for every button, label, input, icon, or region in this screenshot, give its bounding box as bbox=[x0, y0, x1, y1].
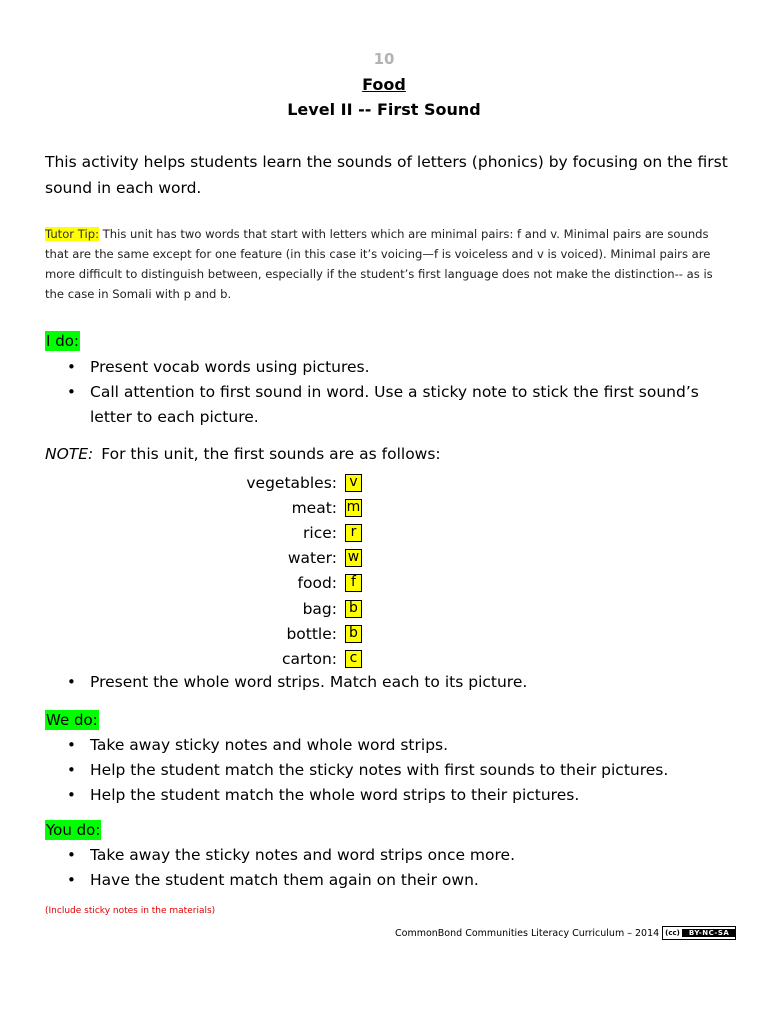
sound-word: bag: bbox=[302, 599, 337, 618]
sound-word: food: bbox=[297, 574, 337, 593]
sound-letter: r bbox=[345, 524, 362, 542]
list-item: • Present vocab words using pictures. bbox=[45, 355, 735, 380]
sound-row bbox=[200, 596, 370, 621]
sound-row bbox=[200, 520, 370, 545]
list-item: • Call attention to first sound in word. Use a sticky note to stick the first sound’s letter to each picture. bbox=[45, 380, 735, 430]
sound-row bbox=[200, 470, 370, 495]
page-title: Food bbox=[362, 75, 406, 94]
note-text: For this unit, the first sounds are as follows: bbox=[101, 445, 441, 463]
sound-letter: v bbox=[345, 474, 362, 492]
list-item: • Help the student match the sticky notes with first sounds to their pictures. bbox=[45, 758, 668, 783]
page-number: 10 bbox=[373, 50, 395, 68]
you-do-list bbox=[45, 843, 515, 893]
sound-word: bottle: bbox=[286, 624, 337, 643]
sound-row bbox=[200, 571, 370, 596]
tutor-tip-text: This unit has two words that start with letters which are minimal pairs: f and v. Minimal pairs are sounds that are the same except for one feature (in this case it’s voicing—f is voiceless and v is voiced). Minimal pairs are more difficult to distinguish between, especially if the student’s first language does not make the distinction-- as is the case in Somali with p and b. bbox=[45, 227, 713, 301]
sound-row bbox=[200, 646, 370, 671]
include-note: (Include sticky notes in the materials) bbox=[45, 906, 216, 916]
cc-label: (cc) bbox=[663, 929, 683, 937]
sound-letter: c bbox=[345, 650, 362, 668]
we-do-list bbox=[45, 733, 668, 808]
footer bbox=[395, 926, 736, 940]
sound-word: vegetables: bbox=[246, 473, 337, 492]
sound-row bbox=[200, 621, 370, 646]
i-do-heading: I do: bbox=[46, 332, 79, 350]
sound-letter: f bbox=[345, 574, 362, 592]
list-item: • Take away sticky notes and whole word strips. bbox=[45, 733, 668, 758]
sound-word: meat: bbox=[291, 498, 337, 517]
i-do-list bbox=[45, 355, 735, 430]
tutor-tip-label: Tutor Tip: bbox=[45, 227, 99, 241]
tutor-tip bbox=[45, 224, 735, 304]
sound-letter: b bbox=[345, 600, 362, 618]
list-item: • Help the student match the whole word strips to their pictures. bbox=[45, 783, 668, 808]
sound-word: carton: bbox=[282, 649, 337, 668]
footer-text: CommonBond Communities Literacy Curriculum – 2014 bbox=[395, 927, 660, 939]
sound-word: rice: bbox=[303, 523, 337, 542]
list-item: • Take away the sticky notes and word strips once more. bbox=[45, 843, 515, 868]
sound-row bbox=[200, 546, 370, 571]
sound-letter: w bbox=[345, 549, 362, 567]
intro-paragraph: This activity helps students learn the sounds of letters (phonics) by focusing on the first sound in each word. bbox=[45, 153, 728, 197]
list-item: • Present the whole word strips. Match each to its picture. bbox=[45, 670, 527, 695]
cc-license-icon bbox=[662, 926, 736, 940]
sound-row bbox=[200, 495, 370, 520]
list-item: • Have the student match them again on their own. bbox=[45, 868, 515, 893]
note-line bbox=[45, 445, 441, 463]
first-sounds-list bbox=[200, 470, 370, 672]
i-do-final-list bbox=[45, 670, 527, 695]
sound-letter: b bbox=[345, 625, 362, 643]
license-label: BY-NC-SA bbox=[683, 929, 735, 937]
note-label: NOTE: bbox=[45, 445, 94, 463]
we-do-heading: We do: bbox=[46, 711, 98, 729]
sound-word: water: bbox=[287, 549, 337, 568]
sound-letter: m bbox=[346, 498, 361, 515]
page-subtitle: Level II -- First Sound bbox=[287, 100, 481, 119]
you-do-heading: You do: bbox=[46, 821, 101, 839]
